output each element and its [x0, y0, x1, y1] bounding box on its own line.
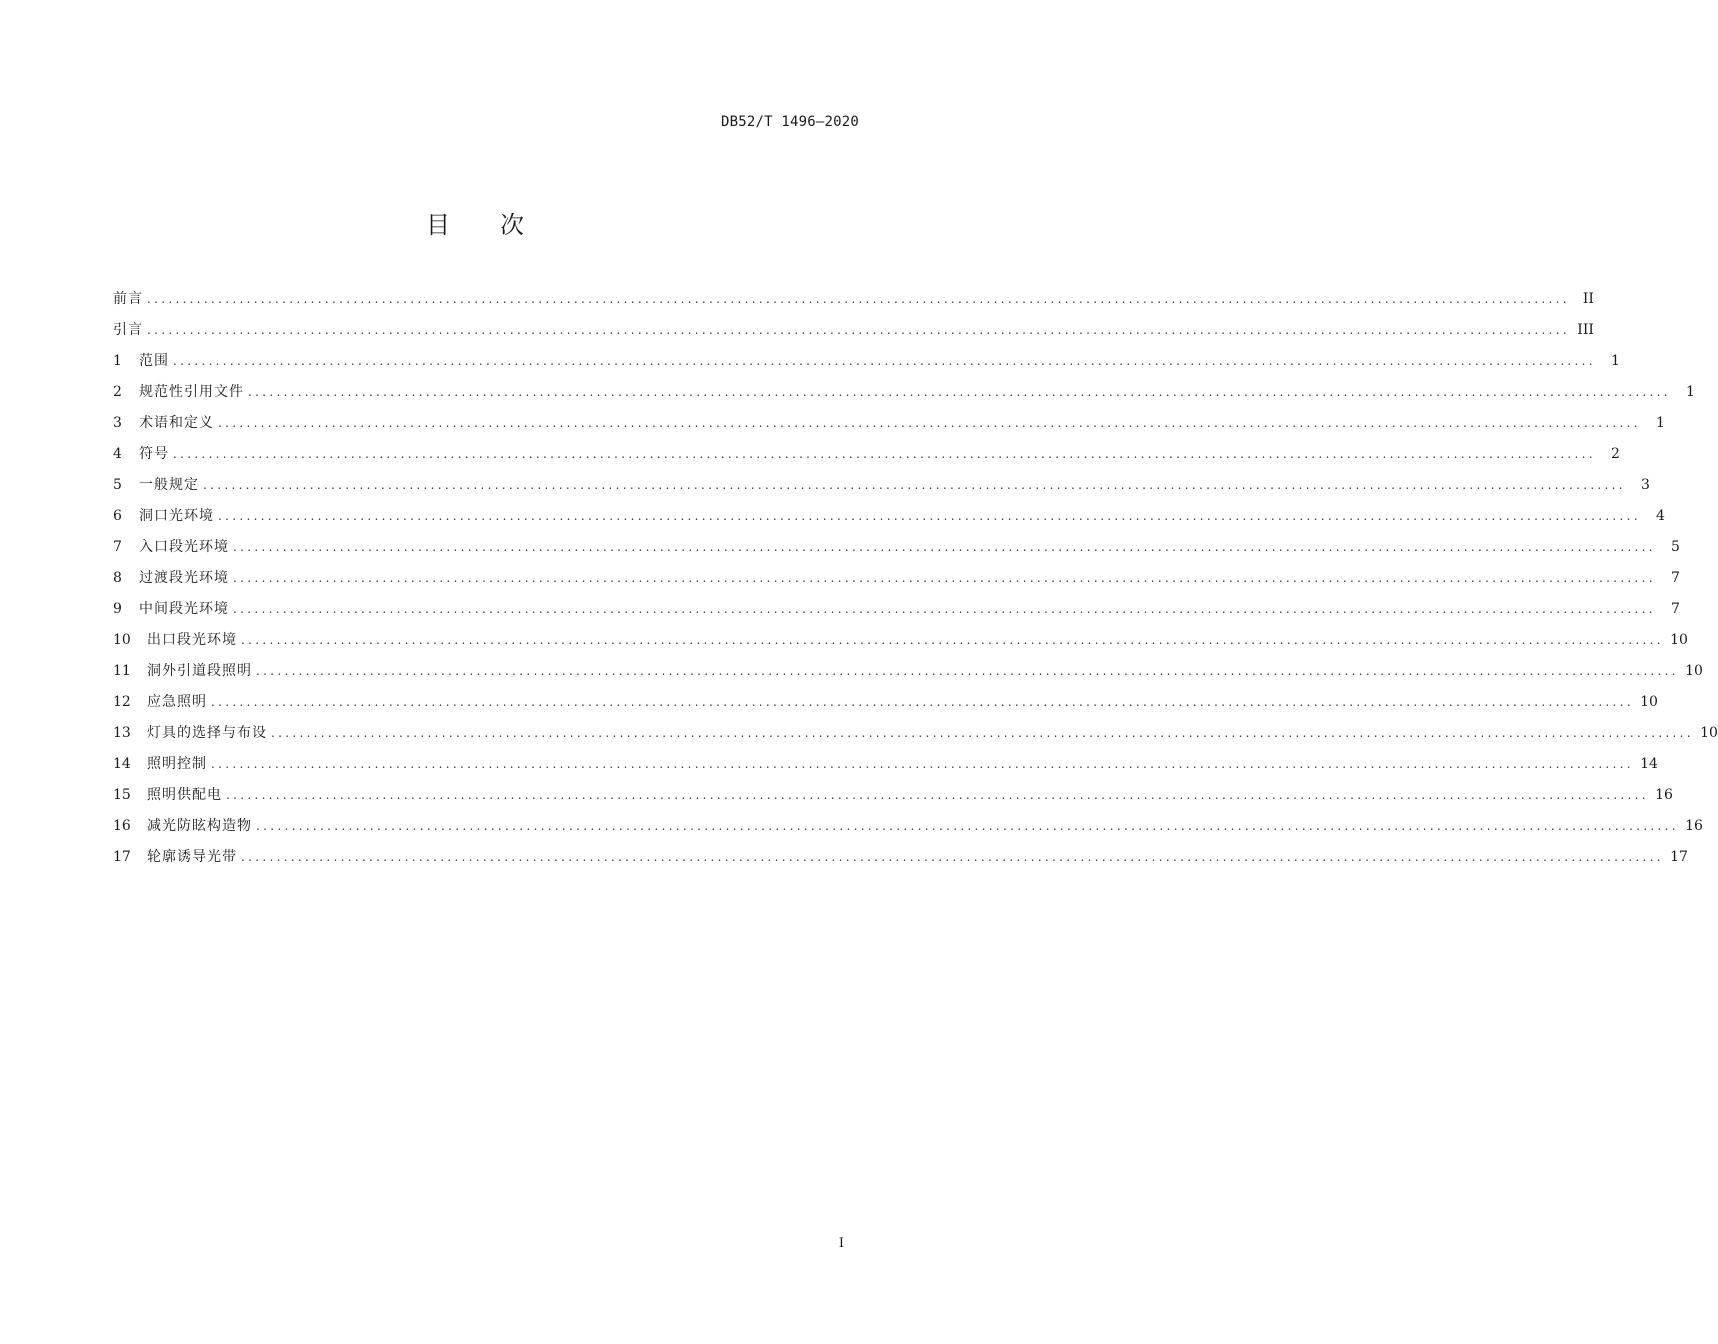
- toc-dot-leader: ........................................................................................................................................................................................................: [218, 509, 1641, 523]
- toc-entry-number: 3: [113, 415, 122, 431]
- toc-entry-page: 16: [1685, 818, 1703, 834]
- toc-entry-number: 7: [113, 539, 122, 555]
- toc-dot-leader: ........................................................................................................................................................................................................: [226, 788, 1649, 802]
- toc-entry-label: 应急照明: [147, 694, 207, 710]
- toc-entry-page: II: [1582, 291, 1594, 307]
- toc-dot-leader: ........................................................................................................................................................................................................: [147, 292, 1570, 306]
- toc-entry-label: 规范性引用文件: [139, 384, 244, 400]
- toc-entry-number: 11: [113, 663, 131, 679]
- toc-dot-leader: ........................................................................................................................................................................................................: [233, 540, 1656, 554]
- toc-entry-label: 轮廓诱导光带: [147, 849, 237, 865]
- page-title-left: 目: [426, 211, 450, 239]
- toc-entry-label: 范围: [139, 353, 169, 369]
- toc-entry[interactable]: [113, 842, 1688, 873]
- toc-entry[interactable]: [113, 625, 1688, 656]
- toc-entry-page: 14: [1640, 756, 1658, 772]
- toc-entry-label: 引言: [113, 322, 143, 338]
- toc-entry-number: 8: [113, 570, 122, 586]
- toc-entry-label: 减光防眩构造物: [147, 818, 252, 834]
- page-number: I: [838, 1236, 844, 1251]
- toc-entry-number: 2: [113, 384, 122, 400]
- toc-entry-page: 4: [1655, 508, 1665, 524]
- toc-entry-label: 洞口光环境: [139, 508, 214, 524]
- toc-entry-number: 10: [113, 632, 131, 648]
- toc-entry[interactable]: [113, 315, 1594, 346]
- toc-entry-label: 一般规定: [139, 477, 199, 493]
- toc-entry-number: 5: [113, 477, 122, 493]
- toc-dot-leader: ........................................................................................................................................................................................................: [203, 478, 1626, 492]
- toc-dot-leader: ........................................................................................................................................................................................................: [248, 385, 1671, 399]
- toc-entry-page: 3: [1640, 477, 1650, 493]
- toc-entry-number: 12: [113, 694, 131, 710]
- toc-entry-label: 出口段光环境: [147, 632, 237, 648]
- toc-entry[interactable]: [113, 563, 1680, 594]
- toc-dot-leader: ........................................................................................................................................................................................................: [173, 447, 1596, 461]
- toc-entry-number: 15: [113, 787, 131, 803]
- toc-entry-label: 符号: [139, 446, 169, 462]
- document-code: DB52/T 1496—2020: [720, 114, 859, 130]
- toc-entry-number: 6: [113, 508, 122, 524]
- toc-dot-leader: ........................................................................................................................................................................................................: [211, 757, 1634, 771]
- toc-entry-page: 10: [1700, 725, 1718, 741]
- toc-entry[interactable]: [113, 470, 1650, 501]
- toc-entry-label: 照明控制: [147, 756, 207, 772]
- toc-entry[interactable]: [113, 346, 1620, 377]
- toc-dot-leader: ........................................................................................................................................................................................................: [241, 633, 1664, 647]
- toc-entry-number: 14: [113, 756, 131, 772]
- toc-dot-leader: ........................................................................................................................................................................................................: [218, 416, 1641, 430]
- toc-dot-leader: ........................................................................................................................................................................................................: [241, 850, 1664, 864]
- toc-entry-page: 2: [1610, 446, 1620, 462]
- toc-entry-label: 中间段光环境: [139, 601, 229, 617]
- toc-entry-label: 术语和定义: [139, 415, 214, 431]
- toc-entry[interactable]: [113, 780, 1673, 811]
- toc-entry[interactable]: [113, 656, 1703, 687]
- toc-entry-label: 洞外引道段照明: [147, 663, 252, 679]
- toc-entry[interactable]: [113, 501, 1665, 532]
- toc-entry-page: 10: [1670, 632, 1688, 648]
- toc-dot-leader: ........................................................................................................................................................................................................: [233, 602, 1656, 616]
- toc-entry-page: 16: [1655, 787, 1673, 803]
- toc-entry-number: 4: [113, 446, 122, 462]
- toc-entry[interactable]: [113, 284, 1594, 315]
- toc-dot-leader: ........................................................................................................................................................................................................: [147, 323, 1570, 337]
- toc-entry[interactable]: [113, 811, 1703, 842]
- toc-entry[interactable]: [113, 749, 1658, 780]
- toc-entry-page: 5: [1670, 539, 1680, 555]
- toc-entry-page: 1: [1685, 384, 1695, 400]
- toc-entry-page: 10: [1685, 663, 1703, 679]
- table-of-contents: [113, 284, 1718, 873]
- toc-dot-leader: ........................................................................................................................................................................................................: [256, 819, 1679, 833]
- toc-entry-label: 前言: [113, 291, 143, 307]
- toc-dot-leader: ........................................................................................................................................................................................................: [256, 664, 1679, 678]
- toc-entry[interactable]: [113, 687, 1658, 718]
- toc-dot-leader: ........................................................................................................................................................................................................: [233, 571, 1656, 585]
- toc-entry-label: 照明供配电: [147, 787, 222, 803]
- toc-entry-number: 9: [113, 601, 122, 617]
- page-title-right: 次: [500, 211, 524, 239]
- toc-entry[interactable]: [113, 439, 1620, 470]
- toc-entry-label: 入口段光环境: [139, 539, 229, 555]
- toc-entry-number: 17: [113, 849, 131, 865]
- toc-entry[interactable]: [113, 408, 1665, 439]
- toc-entry[interactable]: [113, 718, 1718, 749]
- toc-entry-number: 16: [113, 818, 131, 834]
- toc-entry-number: 1: [113, 353, 122, 369]
- page-title: [0, 205, 950, 240]
- toc-entry[interactable]: [113, 377, 1695, 408]
- toc-entry-page: 7: [1670, 601, 1680, 617]
- toc-dot-leader: ........................................................................................................................................................................................................: [173, 354, 1596, 368]
- toc-entry[interactable]: [113, 594, 1680, 625]
- toc-entry-label: 灯具的选择与布设: [147, 725, 267, 741]
- toc-entry-page: 1: [1655, 415, 1665, 431]
- toc-entry-label: 过渡段光环境: [139, 570, 229, 586]
- toc-entry-page: 7: [1670, 570, 1680, 586]
- toc-dot-leader: ........................................................................................................................................................................................................: [211, 695, 1634, 709]
- toc-entry-page: 10: [1640, 694, 1658, 710]
- toc-entry[interactable]: [113, 532, 1680, 563]
- toc-entry-page: III: [1577, 322, 1594, 338]
- toc-dot-leader: ........................................................................................................................................................................................................: [271, 726, 1694, 740]
- toc-entry-number: 13: [113, 725, 131, 741]
- toc-entry-page: 17: [1670, 849, 1688, 865]
- toc-entry-page: 1: [1610, 353, 1620, 369]
